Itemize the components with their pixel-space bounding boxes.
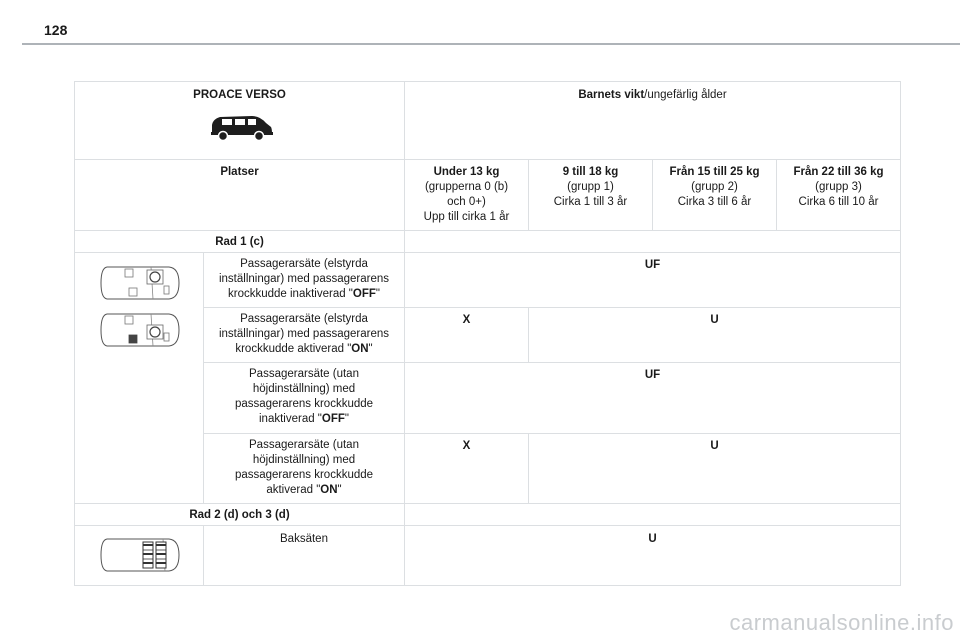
group-line: (grupperna 0 (b) [424, 181, 509, 193]
airbag-state: ON [351, 343, 369, 355]
airbag-state: OFF [321, 413, 345, 425]
seats-label: Platser [220, 166, 259, 178]
front-seat-diagram-icon [99, 264, 181, 302]
seats-label-cell [74, 159, 405, 231]
weight-header-rest: /ungefärlig ålder [644, 89, 727, 101]
group-cell-2 [652, 159, 777, 231]
group-line: Upp till cirka 1 år [423, 211, 510, 223]
weight-header-cell [404, 81, 901, 160]
group-weight: Från 22 till 36 kg [793, 166, 884, 178]
row1-diagram-cell [74, 252, 204, 504]
compat-value: X [462, 440, 471, 452]
group-line: Cirka 6 till 10 år [798, 196, 879, 208]
seat-desc-line: Passagerarsäte (elstyrda [240, 258, 368, 270]
group-cell-3 [776, 159, 901, 231]
row1-title: Rad 1 (c) [215, 236, 264, 248]
row2-value-cell [404, 525, 901, 586]
seat-desc-line: Passagerarsäte (utan [249, 368, 359, 380]
airbag-state: ON [320, 484, 338, 496]
row1-value-rest-3 [528, 433, 901, 504]
seat-desc-line: aktiverad "ON" [266, 484, 342, 496]
rear-seat-label: Baksäten [280, 533, 328, 545]
row1-seat-cell-1 [203, 307, 405, 363]
row2-diagram-cell [74, 525, 204, 586]
row1-value-cell-0 [404, 252, 901, 308]
compat-value: U [648, 533, 657, 545]
child-seat-table [74, 81, 901, 586]
seat-desc-line: inställningar) med passagerarens [218, 273, 390, 285]
group-line: och 0+) [447, 196, 486, 208]
rear-seats-diagram-icon [99, 536, 181, 574]
seat-desc-line: höjdinställning) med [252, 454, 356, 466]
row1-title-blank [404, 230, 901, 253]
group-cell-0 [404, 159, 529, 231]
row1-value-rest-1 [528, 307, 901, 363]
model-name: PROACE VERSO [193, 89, 286, 101]
compat-value: U [710, 314, 719, 326]
compat-value: UF [644, 259, 661, 271]
row2-title-cell [74, 503, 405, 526]
row2-title-blank [404, 503, 901, 526]
group-cell-1 [528, 159, 653, 231]
row2-title: Rad 2 (d) och 3 (d) [189, 509, 290, 521]
row1-seat-cell-2 [203, 362, 405, 434]
seat-desc-line: Passagerarsäte (elstyrda [240, 313, 368, 325]
group-weight: Från 15 till 25 kg [669, 166, 760, 178]
front-seat-diagram-icon [99, 311, 181, 349]
compat-value: U [710, 440, 719, 452]
model-cell [74, 81, 405, 160]
row1-title-cell [74, 230, 405, 253]
compat-value: UF [644, 369, 661, 381]
group-line: (grupp 3) [815, 181, 862, 193]
seat-desc-line: krockkudde aktiverad "ON" [235, 343, 373, 355]
row1-value-first-3 [404, 433, 529, 504]
page-number: 128 [44, 22, 68, 38]
row1-seat-cell-3 [203, 433, 405, 504]
watermark: carmanualsonline.info [729, 610, 954, 635]
group-line: (grupp 2) [691, 181, 738, 193]
row2-seat-cell [203, 525, 405, 586]
compat-value: X [462, 314, 471, 326]
group-line: Cirka 1 till 3 år [553, 196, 628, 208]
van-icon [208, 111, 274, 143]
seat-desc-line: inställningar) med passagerarens [218, 328, 390, 340]
group-weight: Under 13 kg [433, 166, 500, 178]
row1-seat-cell-0 [203, 252, 405, 308]
row1-value-first-1 [404, 307, 529, 363]
group-line: Cirka 3 till 6 år [677, 196, 752, 208]
seat-desc-line: inaktiverad "OFF" [259, 413, 349, 425]
header-rule [22, 43, 960, 45]
seat-desc-line: höjdinställning) med [252, 383, 356, 395]
group-line: (grupp 1) [567, 181, 614, 193]
seat-desc-line: krockkudde inaktiverad "OFF" [228, 288, 380, 300]
seat-desc-line: passagerarens krockkudde [234, 469, 374, 481]
group-weight: 9 till 18 kg [562, 166, 619, 178]
row1-value-cell-2 [404, 362, 901, 434]
weight-header-bold: Barnets vikt [578, 89, 645, 101]
airbag-state: OFF [352, 288, 376, 300]
seat-desc-line: passagerarens krockkudde [234, 398, 374, 410]
seat-desc-line: Passagerarsäte (utan [249, 439, 359, 451]
